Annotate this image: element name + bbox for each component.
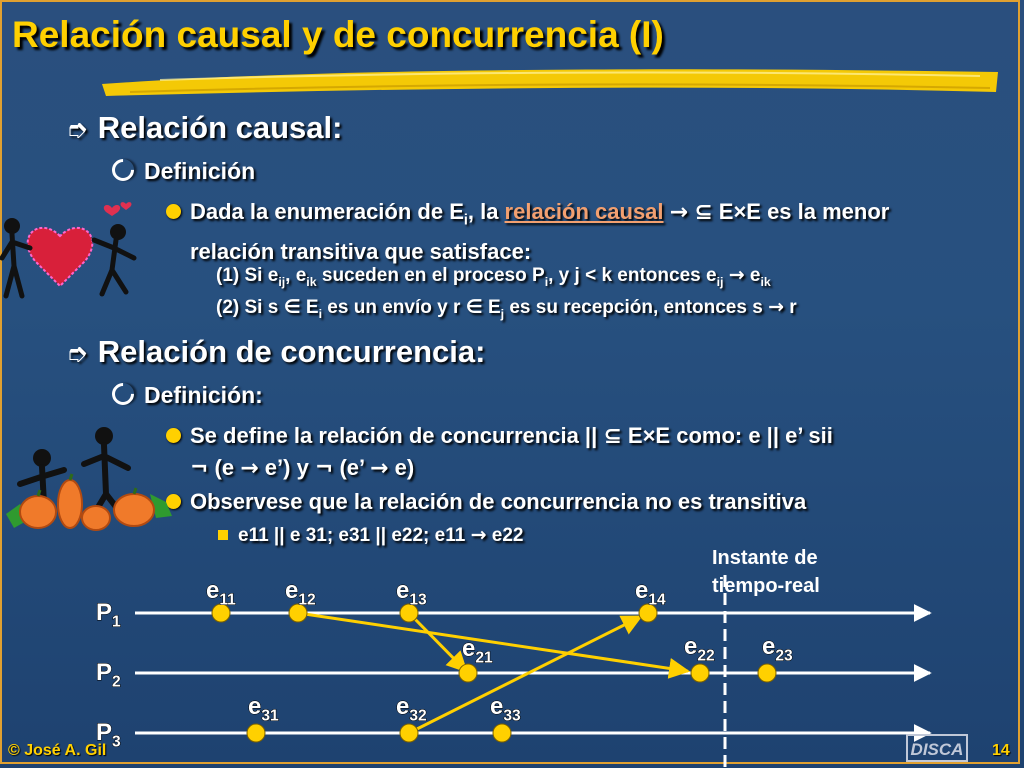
concurrency-observation: Observese que la relación de concurrencia no es transitiva [166,486,956,517]
section-concurrency-definition: Definición: [112,382,263,409]
event-label-11: $e_{11}$ [206,577,236,609]
section-concurrency-heading: ➮ Relación de concurrencia: [66,334,486,369]
page-number: 14 [992,742,1010,759]
couple-heart-clipart [0,196,150,306]
event-dot-33 [493,724,511,742]
concurrency-example: e11 || e 31; e31 || e22; e11 → e22 [218,524,523,547]
event-dot-22 [691,664,709,682]
svg-text:DISCA: DISCA [910,740,964,759]
bullet-square-icon [218,530,228,540]
causal-rule-1: (1) Si $e_{ij}$, $e_{ik}$ suceden en el proceso $P_i$, y j < k entonces $e_{ij} \to e_{ik}$ [216,264,771,289]
causal-rule-2: (2) Si s ∈ $E_i$ es un envío y r ∈ $E_j$ es su recepción, entonces s → r [216,296,797,321]
slide-title: Relación causal y de concurrencia (I) [12,14,664,55]
pumpkins-people-clipart [0,424,180,544]
event-label-33: $e_{33}$ [490,693,521,725]
real-time-instant-label-2: tiempo-real [712,575,820,597]
process-label-3: $P_3$ [96,719,121,751]
real-time-instant-label-1: Instante de [712,547,818,569]
causal-definition-text: Dada la enumeración de $E_i$, la relación causal → ⊆ E×E es la menor relación transitiva que satisface: [166,196,956,267]
causal-relation-link[interactable]: relación causal [504,199,664,224]
process-label-2: $P_2$ [96,659,121,691]
event-label-31: $e_{31}$ [248,693,279,725]
event-label-14: $e_{14}$ [635,577,666,609]
event-dot-23 [758,664,776,682]
message-arrow-2 [409,613,466,671]
space-time-diagram [0,540,1024,768]
process-label-1: $P_1$ [96,599,121,631]
bullet-arrow-icon: ➮ [66,115,88,145]
footer-author: © José A. Gil [8,742,107,759]
event-label-13: $e_{13}$ [396,577,427,609]
event-label-22: $e_{22}$ [684,633,715,665]
disca-logo [906,734,968,762]
concurrency-definition-text: Se define la relación de concurrencia || ⊆ E×E como: e || e’ sii ¬ (e → e’) y ¬ (e’ → e) [166,420,956,484]
event-label-12: $e_{12}$ [285,577,316,609]
title-underline-stroke [100,62,1000,102]
event-dot-21 [459,664,477,682]
event-label-23: $e_{23}$ [762,633,793,665]
event-label-32: $e_{32}$ [396,693,427,725]
bullet-circle-icon [107,378,138,409]
bullet-dot-icon [166,204,181,219]
event-dot-32 [400,724,418,742]
bullet-arrow-icon: ➮ [66,339,88,369]
event-dot-31 [247,724,265,742]
section-causal-definition: Definición [112,158,255,185]
section-causal-heading: ➮ Relación causal: [66,110,343,145]
event-label-21: $e_{21}$ [462,635,493,667]
bullet-circle-icon [107,154,138,185]
